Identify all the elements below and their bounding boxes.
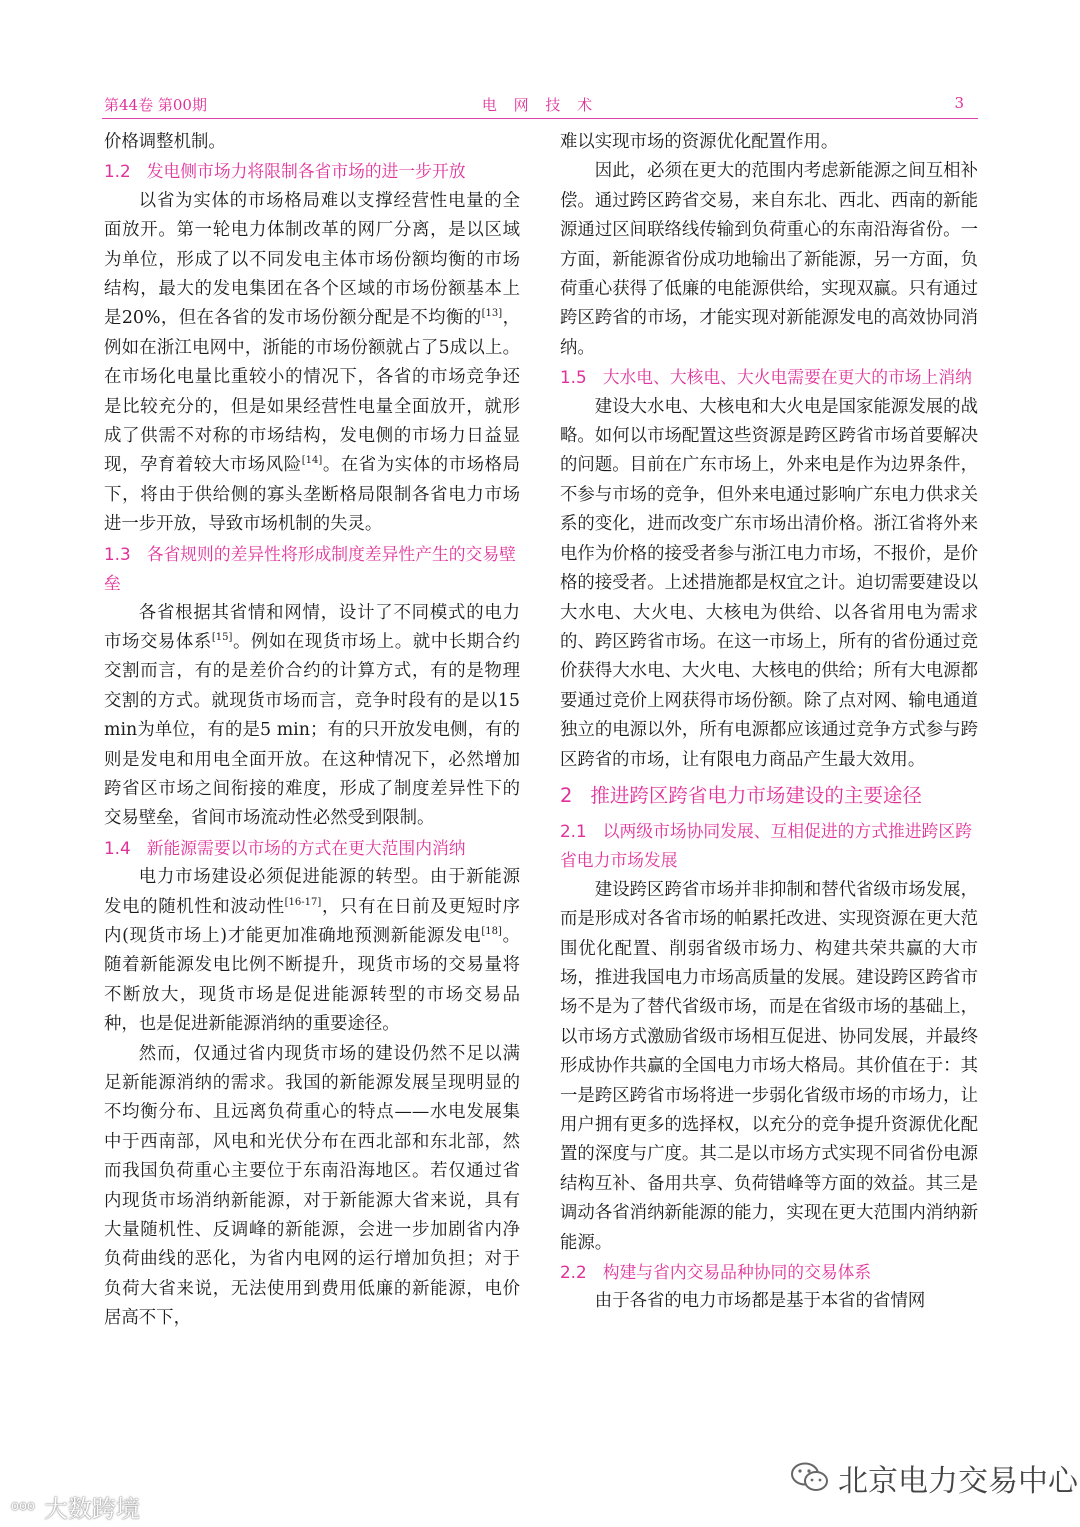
wechat-icon (790, 1461, 830, 1495)
section-title: 各省规则的差异性将形成制度差异性产生的交易壁垒 (104, 543, 516, 594)
paragraph-text: 然而，仅通过省内现货市场的建设仍然不足以满足新能源消纳的需求。我国的新能源发展呈现明显的不均衡分布、且远离负荷重心的特点——水电发展集中于西南部，风电和光伏分布在西北部和东北部，然而我国负荷重心主要位于东南沿海地区。若仅通过省内现货市场消纳新能源，对于新能源大省来说，具有大量随机性、反调峰的新能源，会进一步加剧省内净负荷曲线的恶化，为省内电网的运行增加负担；对于负荷大省来说，无法使用到费用低廉的新能源，电价居高不下， (104, 1043, 520, 1329)
subsection-heading (104, 834, 520, 863)
right-column (560, 128, 978, 1317)
page-header (102, 92, 978, 119)
section-number: 1.2 (104, 161, 131, 182)
section-title: 推进跨区跨省电力市场建设的主要途径 (590, 783, 922, 807)
brand-logo-icon: ooo (6, 1498, 40, 1515)
paragraph-text: 各省根据其省情和网情，设计了不同模式的电力市场交易体系 (104, 602, 520, 652)
section-number: 1.5 (560, 367, 587, 388)
section-title: 以两级市场协同发展、互相促进的方式推进跨区跨省电力市场发展 (560, 820, 972, 871)
citation: [16-17] (284, 896, 322, 908)
paragraph-text: 建设大水电、大核电和大火电是国家能源发展的战略。如何以市场配置这些资源是跨区跨省市场首要解决的问题。目前在广东市场上，外来电是作为边界条件，不参与市场的竞争，但外来电通过影响广东电力供求关系的变化，进而改变广东市场出清价格。浙江省将外来电作为价格的接受者参与浙江电力市场，不报价，是价格的接受者。上述措施都是权宜之计。迫切需要建设以大水电、大火电、大核电为供给、以各省用电为需求的、跨区跨省市场。在这一市场上，所有的省份通过竞价获得大水电、大火电、大核电的供给；所有大电源都要通过竞价上网获得市场份额。除了点对网、输电通道独立的电源以外，所有电源都应该通过竞争方式参与跨区跨省的市场，让有限电力商品产生最大效用。 (560, 396, 978, 770)
subsection-heading (560, 817, 978, 876)
paragraph-text: 。在省为实体的市场格局下，将由于供给侧的寡头垄断格局限制各省电力市场进一步开放，导致市场机制的失灵。 (104, 455, 520, 535)
citation: [15] (211, 632, 233, 644)
section-title: 发电侧市场力将限制各省市场的进一步开放 (146, 161, 466, 182)
watermark-brand (6, 1490, 140, 1522)
watermark-text: 北京电力交易中心 (838, 1464, 1078, 1499)
paragraph (104, 1040, 520, 1334)
paragraph-text: 因此，必须在更大的范围内考虑新能源之间互相补偿。通过跨区跨省交易，来自东北、西北、西南的新能源通过区间联络线传输到负荷重心的东南沿海省份。一方面，新能源省份成功地输出了新能源，另一方面，负荷重心获得了低廉的电能源供给，实现双赢。只有通过跨区跨省的市场，才能实现对新能源发电的高效协同消纳。 (560, 161, 978, 358)
brand-text: 大数跨境 (43, 1494, 140, 1523)
citation: [14] (301, 455, 323, 467)
paragraph (560, 128, 978, 157)
subsection-heading (104, 157, 520, 186)
section-title: 新能源需要以市场的方式在更大范围内消纳 (146, 837, 466, 858)
page-number: 3 (954, 94, 964, 112)
section-number: 2.1 (560, 820, 587, 841)
paragraph-text: 价格调整机制。 (104, 132, 226, 152)
section-title: 大水电、大核电、大火电需要在更大的市场上消纳 (602, 367, 972, 388)
section-number: 1.3 (104, 543, 131, 564)
paragraph (560, 876, 978, 1258)
section-heading (560, 781, 978, 811)
paragraph (104, 599, 520, 834)
paragraph (560, 1287, 978, 1316)
section-number: 1.4 (104, 837, 131, 858)
paragraph-text: 建设跨区跨省市场并非抑制和替代省级市场发展，而是形成对各省市场的帕累托改进、实现资源在更大范围优化配置、削弱省级市场力、构建共荣共赢的大市场，推进我国电力市场高质量的发展。建设跨区跨省市场不是为了替代省级市场，而是在省级市场的基础上，以市场方式激励省级市场相互促进、协同发展，并最终形成协作共赢的全国电力市场大格局。其价值在于：其一是跨区跨省市场将进一步弱化省级市场的市场力，让用户拥有更多的选择权，以充分的竞争提升资源优化配置的深度与广度。其二是以市场方式实现不同省份电源结构互补、备用共享、负荷错峰等方面的效益。其三是调动各省消纳新能源的能力，实现在更大范围内消纳新能源。 (560, 879, 978, 1253)
left-column (104, 128, 520, 1334)
paragraph-text: ，只有在日前及更短时序内(现货市场上)才能更加准确地预测新能源发电 (104, 896, 520, 946)
paragraph-text: 。例如在现货市场上。就中长期合约交割而言，有的是差价合约的计算方式，有的是物理交割的方式。就现货市场而言，竞争时段有的是以15 min为单位，有的是5 min；有的只开放发电侧，有的则是发电和用电全面开放。在这种情况下，必然增加跨省区市场之间衔接的难度，形成了制度差异性下的交易壁垒，省间市场流动性必然受到限制。 (104, 631, 520, 829)
paragraph-text: 由于各省的电力市场都是基于本省的省情网 (594, 1291, 926, 1312)
paragraph-text: 难以实现市场的资源优化配置作用。 (560, 132, 839, 152)
subsection-heading (560, 1258, 978, 1287)
watermark-wechat (790, 1458, 1078, 1498)
paragraph (560, 393, 978, 775)
paragraph-text: 。随着新能源发电比例不断提升，现货市场的交易量将不断放大，现货市场是促进能源转型的市场交易品种，也是促进新能源消纳的重要途径。 (104, 925, 520, 1035)
journal-title: 电 网 技 术 (481, 96, 599, 114)
citation: [13] (481, 308, 503, 320)
paragraph (104, 187, 520, 540)
journal-volume: 第44卷 第00期 (104, 96, 207, 114)
paragraph-text: ，例如在浙江电网中，浙能的市场份额就占了5成以上。在市场化电量比重较小的情况下，各省的市场竞争还是比较充分的，但是如果经营性电量全面放开，就形成了供需不对称的市场结构，发电侧的市场力日益显现，孕育着较大市场风险 (104, 308, 520, 476)
paragraph (560, 157, 978, 363)
paragraph (104, 128, 520, 157)
section-number: 2 (560, 783, 573, 807)
section-title: 构建与省内交易品种协同的交易体系 (602, 1262, 872, 1283)
paragraph-text: 以省为实体的市场格局难以支撑经营性电量的全面放开。第一轮电力体制改革的网厂分离，是以区域为单位，形成了以不同发电主体市场份额均衡的市场结构，最大的发电集团在各个区域的市场份额基本上是20%，但在各省的发市场份额分配是不均衡的 (104, 190, 520, 329)
paragraph-text: 电力市场建设必须促进能源的转型。由于新能源发电的随机性和波动性 (104, 867, 520, 917)
paragraph (104, 863, 520, 1039)
section-number: 2.2 (560, 1262, 587, 1283)
subsection-heading (104, 540, 520, 599)
citation: [18] (481, 926, 502, 938)
subsection-heading (560, 363, 978, 392)
